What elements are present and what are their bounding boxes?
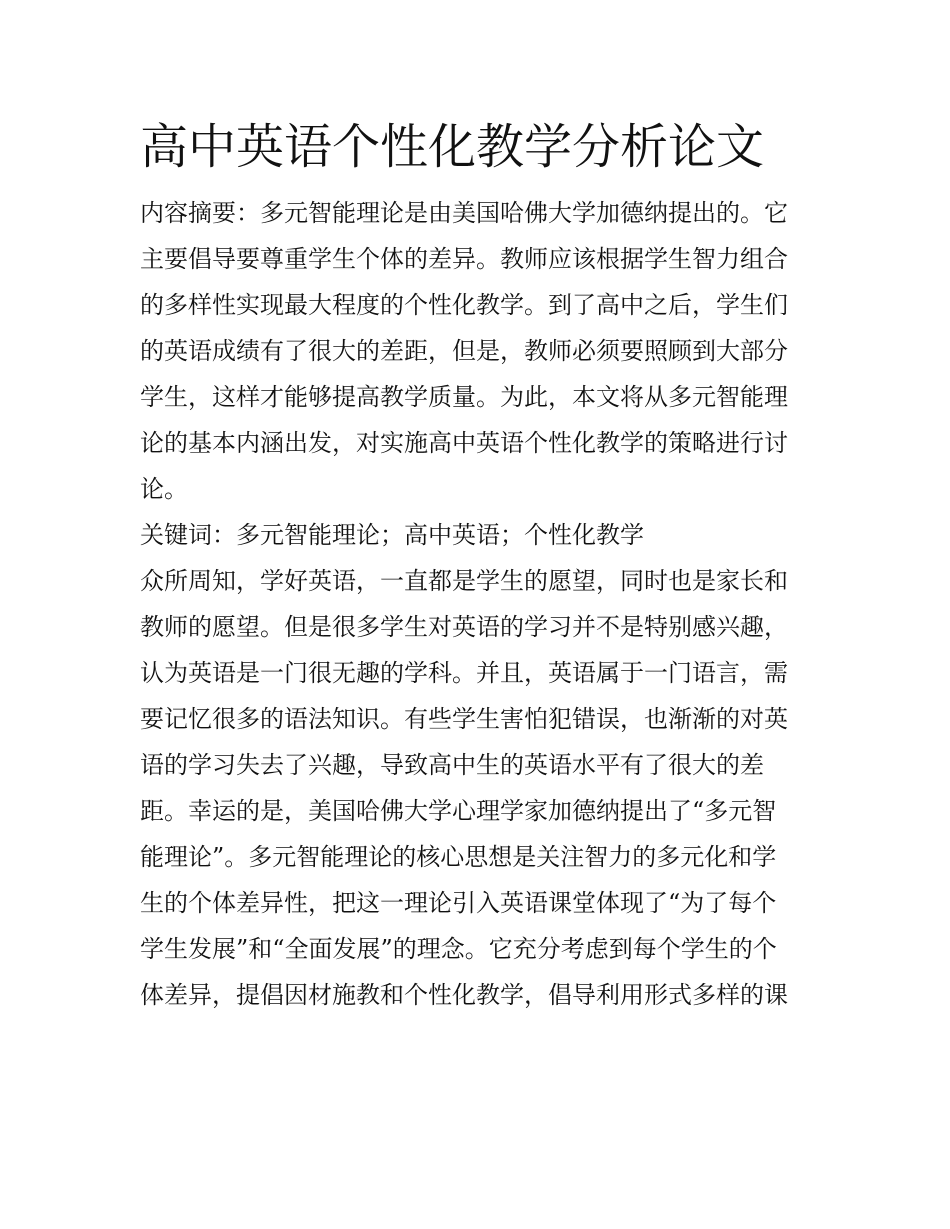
- text-line: 教师的愿望。但是很多学生对英语的学习并不是特别感兴趣，: [140, 613, 788, 641]
- text-line: 体差异，提倡因材施教和个性化教学，倡导利用形式多样的课: [140, 981, 788, 1009]
- text-line: 论。: [140, 475, 188, 503]
- document-title: 高中英语个性化教学分析论文: [140, 119, 765, 175]
- text-line: 众所周知，学好英语，一直都是学生的愿望，同时也是家长和: [140, 567, 788, 595]
- text-line: 学生，这样才能够提高教学质量。为此，本文将从多元智能理: [140, 383, 788, 411]
- text-line: 要记忆很多的语法知识。有些学生害怕犯错误，也渐渐的对英: [140, 705, 788, 733]
- text-line: 认为英语是一门很无趣的学科。并且，英语属于一门语言，需: [140, 659, 788, 687]
- document-body: [140, 190, 812, 1018]
- text-line: 的多样性实现最大程度的个性化教学。到了高中之后，学生们: [140, 291, 788, 319]
- text-line: 生的个体差异性，把这一理论引入英语课堂体现了“为了每个: [140, 889, 777, 917]
- text-line: 学生发展”和“全面发展”的理念。它充分考虑到每个学生的个: [140, 935, 777, 963]
- text-line: 的英语成绩有了很大的差距，但是，教师必须要照顾到大部分: [140, 337, 788, 365]
- text-line: 能理论”。多元智能理论的核心思想是关注智力的多元化和学: [140, 843, 777, 871]
- text-line: 论的基本内涵出发，对实施高中英语个性化教学的策略进行讨: [140, 429, 788, 457]
- text-line: 内容摘要：多元智能理论是由美国哈佛大学加德纳提出的。它: [140, 199, 788, 227]
- text-line: 语的学习失去了兴趣，导致高中生的英语水平有了很大的差: [140, 751, 764, 779]
- keywords-line: 关键词：多元智能理论；高中英语；个性化教学: [140, 521, 644, 549]
- document-page: [140, 112, 812, 1018]
- text-line: 距。幸运的是，美国哈佛大学心理学家加德纳提出了“多元智: [140, 797, 777, 825]
- text-line: 主要倡导要尊重学生个体的差异。教师应该根据学生智力组合: [140, 245, 788, 273]
